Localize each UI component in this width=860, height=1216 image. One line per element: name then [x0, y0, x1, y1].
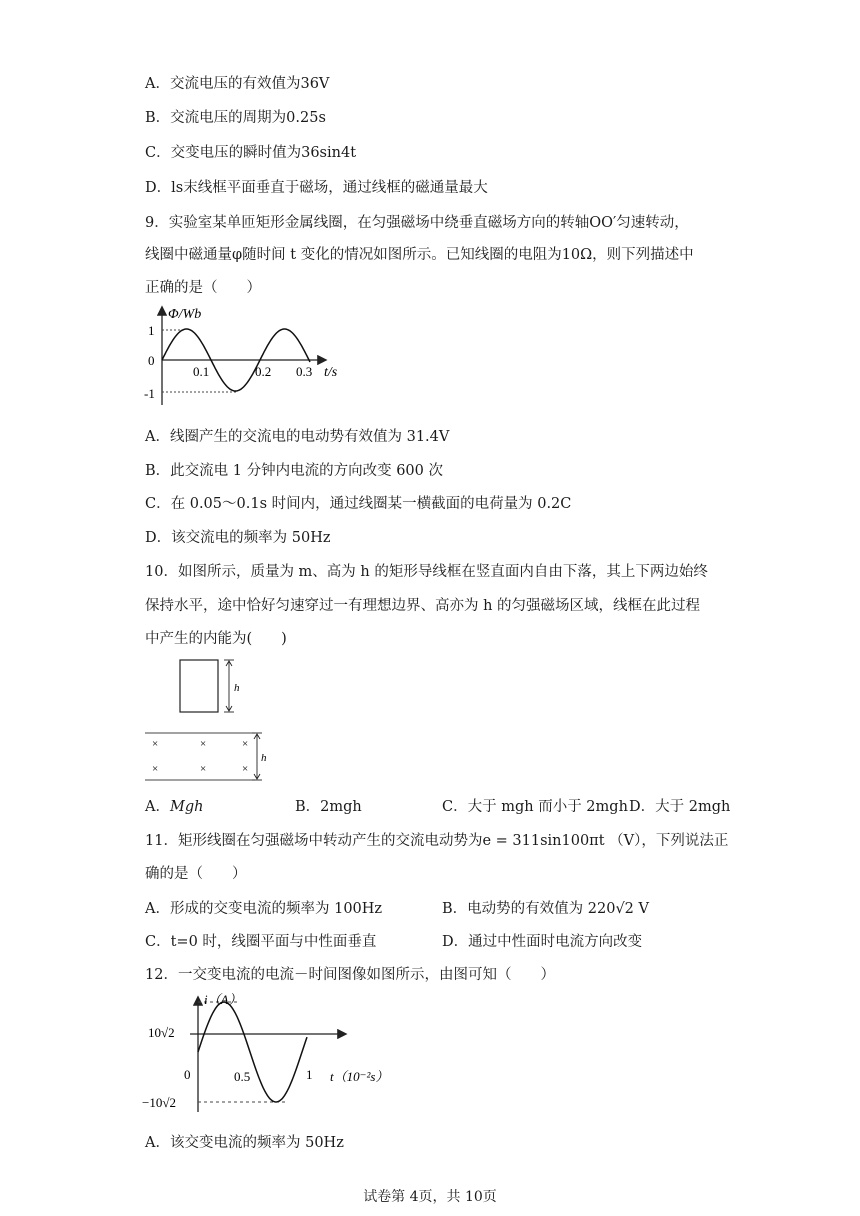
q10-h-label-frame: h: [234, 682, 240, 694]
q11-option-d: D．通过中性面时电流方向改变: [442, 934, 643, 950]
q12-xtick-1: 1: [306, 1067, 313, 1082]
q9-option-d: D．该交流电的频率为 50Hz: [145, 530, 331, 546]
q9-ytick-0: 0: [148, 353, 155, 368]
q12-origin: 0: [184, 1067, 191, 1082]
q9-flux-graph: [140, 300, 350, 410]
q9-option-a: A．线圈产生的交流电的电动势有效值为 31.4V: [145, 429, 450, 445]
q9-ytick-neg1: -1: [144, 386, 155, 401]
q11-stem-line-2: 确的是（ ）: [145, 866, 247, 882]
q9-xtick-02: 0.2: [255, 364, 272, 379]
q10-option-a: A．Mgh: [145, 799, 204, 815]
q11-option-b: B．电动势的有效值为 220√2 V: [442, 901, 649, 917]
q10-stem-line-2: 保持水平，途中恰好匀速穿过一有理想边界、高亦为 h 的匀强磁场区域，线框在此过程: [145, 598, 701, 614]
q12-y-bottom: −10√2: [142, 1095, 176, 1110]
q8-option-c: C．交变电压的瞬时值为36sin4t: [145, 145, 357, 161]
q9-ytick-1: 1: [148, 323, 155, 338]
q9-xtick-03: 0.3: [296, 364, 313, 379]
q8-option-a: A．交流电压的有效值为36V: [145, 76, 330, 92]
q10-field-mark: ×: [242, 738, 249, 750]
q11-option-c: C．t=0 时，线圈平面与中性面垂直: [145, 934, 377, 950]
q10-field-mark: ×: [152, 738, 159, 750]
q11-stem-line-1: 11．矩形线圈在匀强磁场中转动产生的交流电动势为e = 311sin100πt （V），下列说法正: [145, 833, 729, 849]
q10-stem-line-3: 中产生的内能为( ): [145, 631, 287, 647]
q9-stem-line-1: 9．实验室某单匝矩形金属线圈，在匀强磁场中绕垂直磁场方向的转轴OO′匀速转动，: [145, 215, 689, 231]
q9-stem-line-3: 正确的是（ ）: [145, 280, 261, 296]
q10-option-c: C．大于 mgh 而小于 2mgh: [442, 799, 628, 815]
q8-option-d: D．ls末线框平面垂直于磁场，通过线框的磁通量最大: [145, 180, 488, 196]
q10-field-mark: ×: [152, 763, 159, 775]
q9-stem-line-2: 线圈中磁通量φ随时间 t 变化的情况如图所示。已知线圈的电阻为10Ω，则下列描述中: [145, 247, 694, 263]
q12-current-curve: [198, 1002, 307, 1102]
q9-option-c: C．在 0.05～0.1s 时间内，通过线圈某一横截面的电荷量为 0.2C: [145, 496, 572, 512]
q12-y-label: i（A）: [204, 992, 242, 1007]
q9-y-label: Φ/Wb: [168, 307, 202, 322]
q12-stem-line-1: 12．一交变电流的电流－时间图像如图所示，由图可知（ ）: [145, 967, 555, 983]
q8-option-b: B．交流电压的周期为0.25s: [145, 110, 326, 126]
q12-x-label: t（10⁻²s）: [330, 1069, 389, 1084]
q10-option-d: D．大于 2mgh: [629, 799, 731, 815]
q10-h-label-field: h: [261, 752, 267, 764]
q10-figure: [140, 655, 280, 785]
q12-current-graph: [140, 990, 400, 1120]
q10-wire-frame: [180, 660, 218, 712]
q12-y-top: 10√2: [148, 1025, 175, 1040]
q10-field-mark: ×: [200, 738, 207, 750]
q11-option-a: A．形成的交变电流的频率为 100Hz: [145, 901, 383, 917]
page-footer: 试卷第 4页，共 10页: [363, 1189, 497, 1205]
q10-stem-line-1: 10．如图所示，质量为 m、高为 h 的矩形导线框在竖直面内自由下落，其上下两边始终: [145, 564, 708, 580]
q10-option-b: B．2mgh: [295, 799, 362, 815]
q9-xtick-01: 0.1: [193, 364, 210, 379]
q9-x-label: t/s: [324, 365, 338, 380]
q9-option-b: B．此交流电 1 分钟内电流的方向改变 600 次: [145, 463, 443, 479]
q12-xtick-05: 0.5: [234, 1069, 251, 1084]
q10-field-mark: ×: [242, 763, 249, 775]
q12-option-a: A．该交变电流的频率为 50Hz: [145, 1135, 344, 1151]
q10-field-mark: ×: [200, 763, 207, 775]
